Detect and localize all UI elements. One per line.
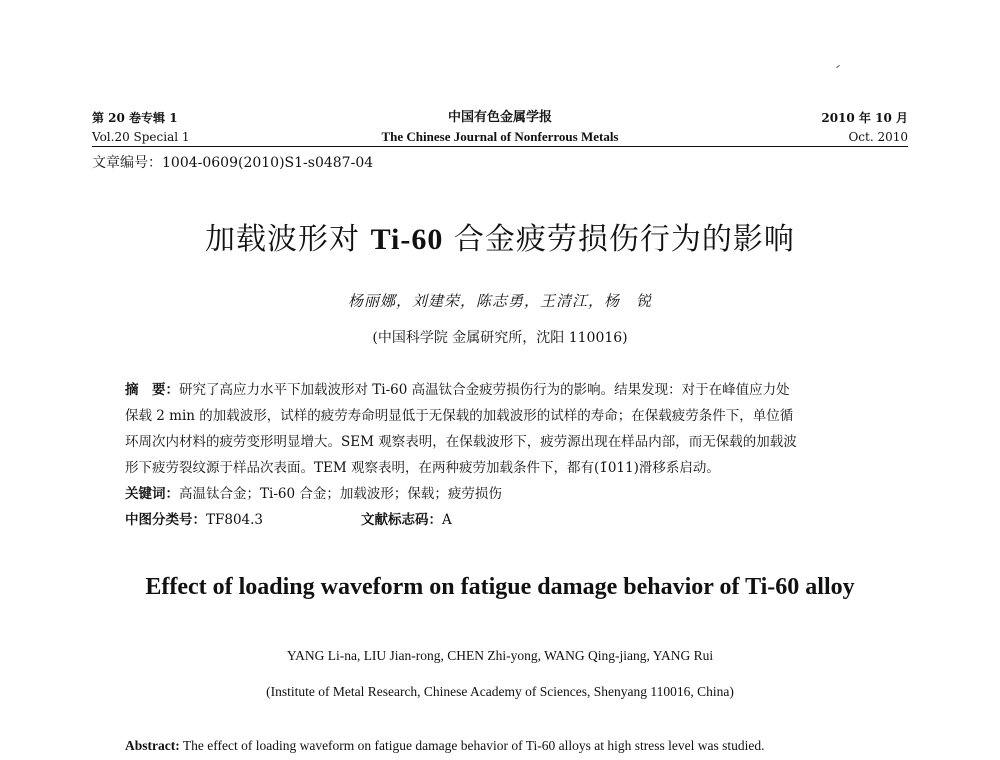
authors-cn: 杨丽娜，刘建荣，陈志勇，王清江，杨 锐 [347,292,652,310]
classification-value: TF804.3 [206,512,264,528]
affiliation-cn: (中国科学院 金属研究所，沈阳 110016) [372,330,628,346]
header-date-cn: 2010 年 10 月 [821,111,908,125]
title-cn-alloy: Ti-60 [370,223,444,256]
header-rule [92,146,908,147]
title-cn [0,214,1000,258]
abstract-en-label: Abstract: [125,738,180,753]
header-journal-en: The Chinese Journal of Nonferrous Metals [381,129,619,144]
keywords-cn [125,481,885,507]
authors-en: YANG Li-na, LIU Jian-rong, CHEN Zhi-yong, WANG Qing-jiang, YANG Rui [286,648,714,663]
abstract-cn [125,377,885,533]
keywords-cn-text: 高温钛合金；Ti-60 合金；加载波形；保载；疲劳损伤 [179,486,502,502]
abstract-en-text: The effect of loading waveform on fatigue damage behavior of Ti-60 alloys at high stress level was studied. [182,738,765,753]
abstract-cn-line-2: 保载 2 min 的加载波形，试样的疲劳寿命明显低于无保载的加载波形的试样的寿命；在保载疲劳条件下，单位循 [125,408,794,424]
title-cn-suffix: 合金疲劳损伤行为的影响 [443,222,795,257]
abstract-cn-line-4: 形下疲劳裂纹源于样品次表面。TEM 观察表明，在两种疲劳加载条件下，都有(1̄011)滑移系启动。 [125,460,720,476]
abstract-cn-label: 摘 要： [125,382,179,398]
title-cn-prefix: 加载波形对 [205,222,371,257]
header-volume-cn: 第 20 卷专辑 1 [92,111,178,125]
keywords-cn-label: 关键词： [125,486,179,502]
classification-line [125,507,885,533]
scan-speck [836,65,840,68]
classification-label: 中图分类号： [125,512,206,528]
document-code-label: 文献标志码： [361,512,443,528]
document-code-value: A [442,512,452,528]
header-journal-cn: 中国有色金属学报 [447,110,552,125]
affiliation-en: (Institute of Metal Research, Chinese Academy of Sciences, Shenyang 110016, China) [266,684,734,699]
abstract-cn-line-1: 摘 要：研究了高应力水平下加载波形对 Ti-60 高温钛合金疲劳损伤行为的影响。结果发现：对于在峰值应力处 [125,382,790,398]
article-id: 文章编号：1004-0609(2010)S1-s0487-04 [92,155,374,171]
abstract-cn-line-3: 环周次内材料的疲劳变形明显增大。SEM 观察表明，在保载波形下，疲劳源出现在样品内部，而无保载的加载波 [125,434,797,450]
abstract-en [125,738,925,754]
header-date-en: Oct. 2010 [848,130,908,144]
header-volume-en: Vol.20 Special 1 [92,130,190,144]
title-en: Effect of loading waveform on fatigue damage behavior of Ti-60 alloy [145,574,855,600]
